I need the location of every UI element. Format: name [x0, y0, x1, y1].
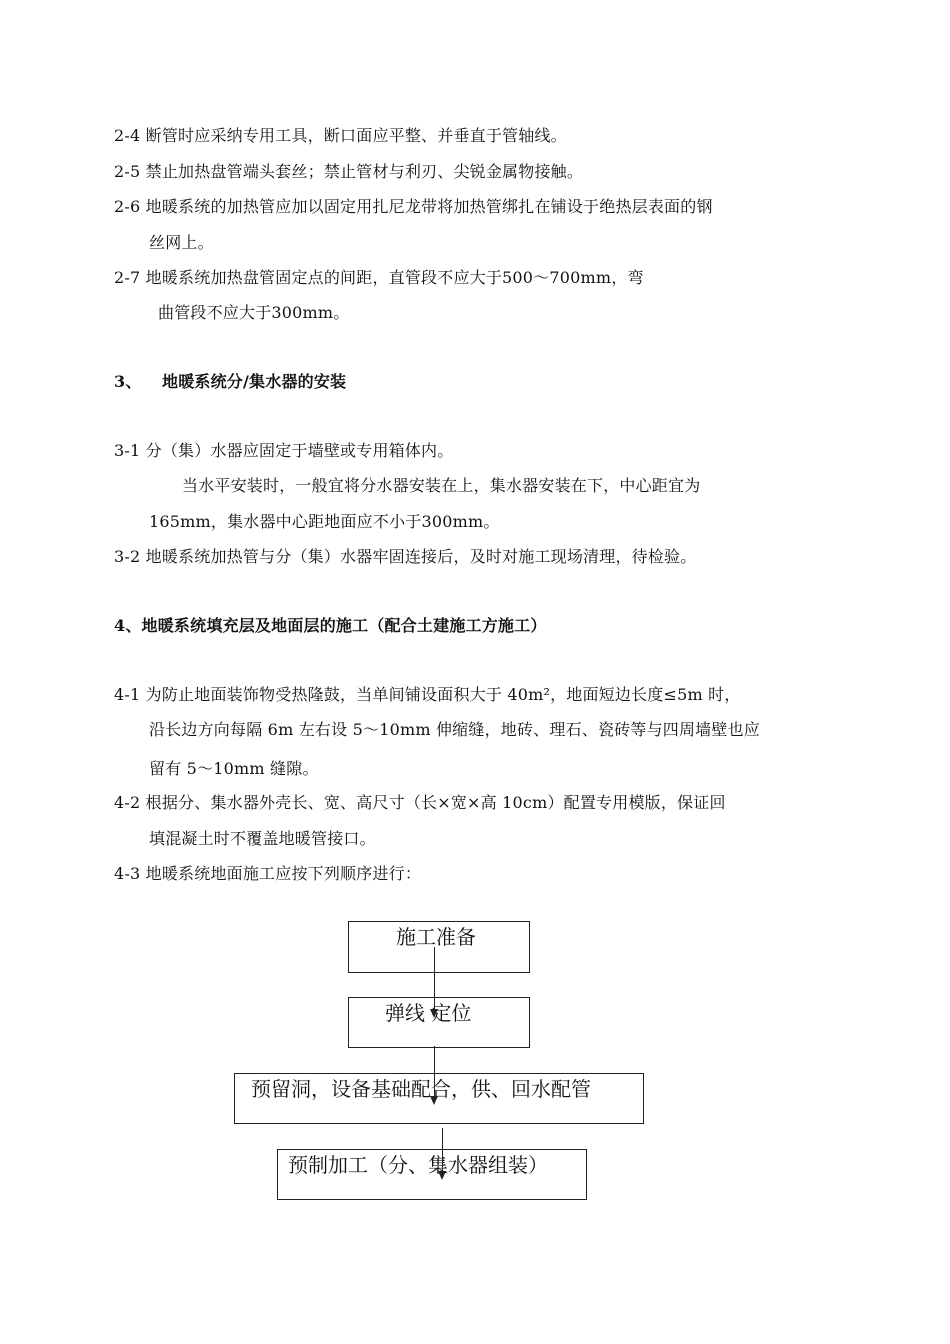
- flow-arrow-3: [438, 1171, 446, 1180]
- flow-step-layout: [348, 997, 530, 1048]
- item-2-4: 2-4 断管时应采纳专用工具，断口面应平整、并垂直于管轴线。: [114, 126, 567, 145]
- item-3-1-line1: 3-1 分（集）水器应固定于墙壁或专用箱体内。: [114, 441, 454, 460]
- flow-step-layout-label: 弹线 定位: [385, 1001, 472, 1025]
- flow-step-prefab-label: 预制加工（分、集水器组装）: [288, 1153, 548, 1177]
- item-4-1-line3: 留有 5～10mm 缝隙。: [149, 759, 319, 778]
- item-4-2-line1: 4-2 根据分、集水器外壳长、宽、高尺寸（长×宽×高 10cm）配置专用模版，保证回: [114, 793, 726, 812]
- flow-connector-1: [434, 947, 435, 1010]
- flow-step-piping-label: 预留洞，设备基础配合，供、回水配管: [251, 1077, 591, 1101]
- section-3-title: 地暖系统分/集水器的安装: [162, 372, 347, 391]
- flow-arrow-2: [430, 1096, 438, 1105]
- item-3-2: 3-2 地暖系统加热管与分（集）水器牢固连接后，及时对施工现场清理，待检验。: [114, 547, 697, 566]
- flow-step-piping: [234, 1073, 644, 1124]
- item-3-1-line2: 当水平安装时，一般宜将分水器安装在上，集水器安装在下，中心距宜为: [182, 476, 701, 495]
- item-2-6-line2: 丝网上。: [149, 233, 214, 252]
- section-4-title: 4、地暖系统填充层及地面层的施工（配合土建施工方施工）: [114, 616, 547, 635]
- item-3-1-line3: 165mm，集水器中心距地面应不小于300mm。: [149, 512, 500, 531]
- flow-connector-3: [442, 1128, 443, 1172]
- flow-connector-2: [434, 1046, 435, 1096]
- item-4-3: 4-3 地暖系统地面施工应按下列顺序进行：: [114, 864, 422, 883]
- item-4-1-line2: 沿长边方向每隔 6m 左右设 5～10mm 伸缩缝，地砖、理石、瓷砖等与四周墙壁也应: [149, 720, 760, 739]
- item-2-7-line2: 曲管段不应大于300mm。: [158, 303, 350, 322]
- item-4-2-line2: 填混凝土时不覆盖地暖管接口。: [149, 829, 376, 848]
- flow-step-preparation: [348, 921, 530, 973]
- item-2-7-line1: 2-7 地暖系统加热盘管固定点的间距，直管段不应大于500～700mm，弯: [114, 268, 644, 287]
- flow-step-prefab: [277, 1149, 587, 1200]
- item-2-5: 2-5 禁止加热盘管端头套丝；禁止管材与利刃、尖锐金属物接触。: [114, 162, 584, 181]
- item-4-1-line1: 4-1 为防止地面装饰物受热隆鼓，当单间铺设面积大于 40m²，地面短边长度≤5m 时，: [114, 685, 741, 704]
- item-2-6-line1: 2-6 地暖系统的加热管应加以固定用扎尼龙带将加热管绑扎在铺设于绝热层表面的钢: [114, 197, 713, 216]
- flow-arrow-1: [430, 1009, 438, 1018]
- section-3-number: 3、: [114, 372, 142, 391]
- flow-step-preparation-label: 施工准备: [396, 925, 476, 949]
